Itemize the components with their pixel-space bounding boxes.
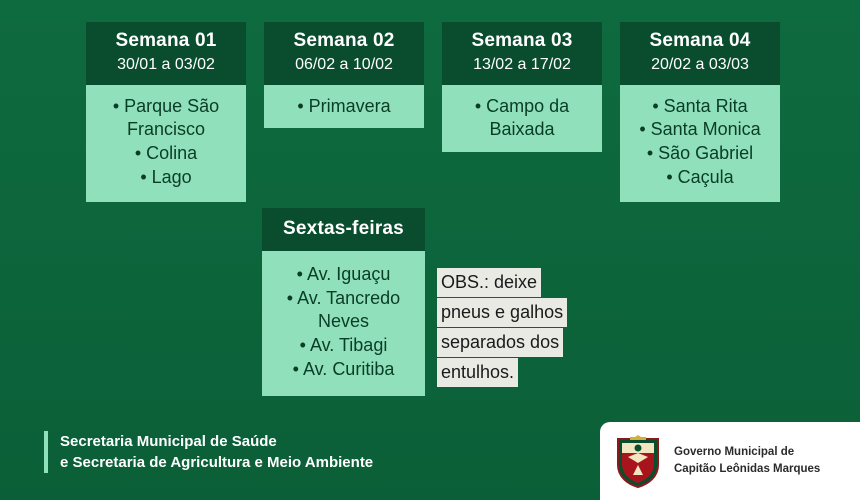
list-item: • Parque São Francisco — [112, 95, 220, 140]
week-column-4 — [620, 22, 780, 202]
list-item: • Campo da Baixada — [474, 95, 570, 140]
week-dates-2: 06/02 a 10/02 — [295, 55, 393, 73]
week-body-1 — [86, 85, 246, 202]
weeks-row — [86, 22, 786, 202]
list-item: • Lago — [140, 166, 192, 187]
week-title-2: Semana 02 — [293, 30, 395, 51]
friday-header — [262, 208, 425, 251]
week-column-3 — [442, 22, 602, 152]
friday-title: Sextas-feiras — [283, 218, 404, 239]
week-dates-4: 20/02 a 03/03 — [651, 55, 749, 73]
week-body-3 — [442, 85, 602, 153]
week-dates-3: 13/02 a 17/02 — [473, 55, 571, 73]
week-column-1 — [86, 22, 246, 202]
week-title-4: Semana 04 — [649, 30, 751, 51]
logo-text — [674, 444, 820, 477]
list-item: • Colina — [134, 143, 198, 164]
week-header-4 — [620, 22, 780, 85]
accent-bar — [44, 431, 48, 473]
list-item: • Av. Curitiba — [292, 358, 395, 379]
footer-credit — [44, 431, 373, 475]
coat-of-arms-icon — [614, 433, 662, 489]
note-line: entulhos. — [437, 358, 518, 387]
list-item: • Santa Monica — [639, 119, 761, 140]
list-item: • São Gabriel — [646, 143, 754, 164]
note-line: pneus e galhos — [437, 298, 567, 327]
logo-line-2: Capitão Leônidas Marques — [674, 463, 821, 475]
credit-text — [60, 431, 373, 475]
note-line: OBS.: deixe — [437, 268, 541, 297]
list-item: • Av. Tibagi — [299, 335, 388, 356]
list-item: • Caçula — [666, 166, 734, 187]
week-dates-1: 30/01 a 03/02 — [117, 55, 215, 73]
friday-body — [262, 251, 425, 396]
week-header-1 — [86, 22, 246, 85]
note-line: separados dos — [437, 328, 563, 357]
logo-card — [600, 422, 860, 500]
list-item: • Primavera — [297, 95, 391, 116]
credit-line-1: Secretaria Municipal de Saúde — [60, 432, 277, 450]
list-item: • Av. Tancredo Neves — [286, 287, 401, 332]
week-body-2 — [264, 85, 424, 129]
week-column-2 — [264, 22, 424, 128]
friday-column — [262, 208, 425, 396]
list-item: • Av. Iguaçu — [296, 263, 391, 284]
week-header-2 — [264, 22, 424, 85]
observation-note — [437, 268, 605, 388]
week-body-4 — [620, 85, 780, 202]
logo-line-1: Governo Municipal de — [674, 446, 795, 459]
list-item: • Santa Rita — [652, 95, 748, 116]
week-title-3: Semana 03 — [471, 30, 573, 51]
week-title-1: Semana 01 — [115, 30, 217, 51]
credit-line-2: e Secretaria de Agricultura e Meio Ambiente — [60, 454, 374, 472]
week-header-3 — [442, 22, 602, 85]
